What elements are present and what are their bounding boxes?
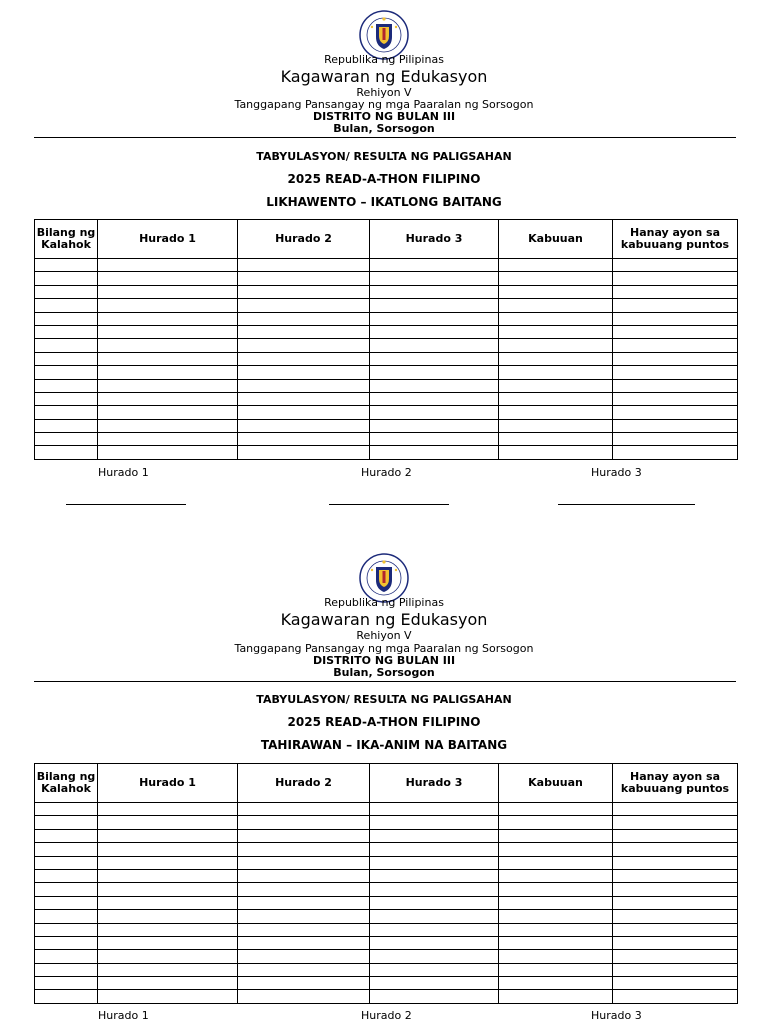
event-title: 2025 READ-A-THON FILIPINO <box>287 172 481 186</box>
table-cell <box>238 816 370 829</box>
table-cell <box>499 272 613 285</box>
table-cell <box>370 950 499 963</box>
table-cell <box>499 433 613 446</box>
table-cell <box>238 883 370 896</box>
table-cell <box>35 259 98 272</box>
table-row <box>35 325 738 338</box>
table-cell <box>370 312 499 325</box>
table-cell <box>370 285 499 298</box>
signatory-label: Hurado 2 <box>361 1009 412 1022</box>
table-cell <box>613 272 738 285</box>
table-row <box>35 910 738 923</box>
table-cell <box>98 366 238 379</box>
sheet-title: TABYULASYON/ RESULTA NG PALIGSAHAN <box>256 150 512 163</box>
table-row <box>35 446 738 459</box>
table-cell <box>238 259 370 272</box>
table-cell <box>35 446 98 459</box>
table-cell <box>98 963 238 976</box>
table-cell <box>499 379 613 392</box>
region-text: Rehiyon V <box>356 86 412 99</box>
table-cell <box>238 406 370 419</box>
table-cell <box>238 923 370 936</box>
table-cell <box>499 896 613 909</box>
table-cell <box>35 419 98 432</box>
table-cell <box>499 910 613 923</box>
column-header: Hanay ayon sa kabuuang puntos <box>613 220 738 259</box>
table-cell <box>499 936 613 949</box>
republic-text: Republika ng Pilipinas <box>324 53 444 66</box>
table-cell <box>98 419 238 432</box>
column-header: Hurado 2 <box>238 764 370 803</box>
table-body <box>35 259 738 460</box>
table-row <box>35 977 738 990</box>
column-header: Hurado 1 <box>98 764 238 803</box>
table-cell <box>370 419 499 432</box>
table-cell <box>98 856 238 869</box>
header-divider <box>34 681 736 682</box>
table-cell <box>499 923 613 936</box>
table-cell <box>35 923 98 936</box>
table-cell <box>370 936 499 949</box>
table-cell <box>613 325 738 338</box>
column-header: Hurado 2 <box>238 220 370 259</box>
table-cell <box>370 896 499 909</box>
table-cell <box>499 843 613 856</box>
table-cell <box>35 406 98 419</box>
table-cell <box>35 352 98 365</box>
table-cell <box>499 259 613 272</box>
table-cell <box>238 419 370 432</box>
table-cell <box>613 910 738 923</box>
table-cell <box>370 299 499 312</box>
table-cell <box>35 299 98 312</box>
table-cell <box>98 352 238 365</box>
table-cell <box>35 950 98 963</box>
table-body <box>35 803 738 1004</box>
table-row <box>35 285 738 298</box>
table-cell <box>613 843 738 856</box>
table-row <box>35 406 738 419</box>
table-cell <box>499 312 613 325</box>
table-row <box>35 816 738 829</box>
department-name: Kagawaran ng Edukasyon <box>280 67 488 86</box>
event-title: 2025 READ-A-THON FILIPINO <box>287 715 481 729</box>
table-cell <box>613 352 738 365</box>
table-cell <box>613 379 738 392</box>
table-cell <box>98 312 238 325</box>
table-cell <box>98 896 238 909</box>
column-header: Kabuuan <box>499 764 613 803</box>
table-cell <box>98 392 238 405</box>
table-cell <box>98 339 238 352</box>
table-cell <box>98 816 238 829</box>
table-cell <box>98 259 238 272</box>
table-cell <box>613 869 738 882</box>
table-cell <box>35 883 98 896</box>
table-cell <box>35 433 98 446</box>
table-cell <box>98 829 238 842</box>
table-cell <box>613 883 738 896</box>
table-row <box>35 259 738 272</box>
table-cell <box>238 366 370 379</box>
table-cell <box>238 936 370 949</box>
table-row <box>35 856 738 869</box>
table-cell <box>35 285 98 298</box>
table-cell <box>238 843 370 856</box>
region-text: Rehiyon V <box>356 629 412 642</box>
location-text: Bulan, Sorsogon <box>333 122 435 135</box>
table-cell <box>499 977 613 990</box>
table-cell <box>238 392 370 405</box>
table-cell <box>613 419 738 432</box>
table-cell <box>499 829 613 842</box>
signature-line <box>66 504 186 505</box>
category-title: TAHIRAWAN – IKA-ANIM NA BAITANG <box>260 738 508 752</box>
table-cell <box>499 883 613 896</box>
table-cell <box>35 816 98 829</box>
table-cell <box>499 339 613 352</box>
table-cell <box>98 990 238 1003</box>
table-cell <box>499 285 613 298</box>
table-row <box>35 896 738 909</box>
table-cell <box>613 829 738 842</box>
table-cell <box>370 883 499 896</box>
column-header: Hurado 1 <box>98 220 238 259</box>
signatory-label: Hurado 2 <box>361 466 412 479</box>
table-cell <box>35 977 98 990</box>
table-cell <box>238 272 370 285</box>
table-cell <box>238 977 370 990</box>
table-cell <box>238 950 370 963</box>
table-cell <box>370 446 499 459</box>
table-cell <box>370 339 499 352</box>
table-cell <box>370 392 499 405</box>
table-cell <box>613 392 738 405</box>
table-row <box>35 419 738 432</box>
table-cell <box>370 366 499 379</box>
table-cell <box>499 856 613 869</box>
table-cell <box>35 392 98 405</box>
results-table <box>34 763 738 1004</box>
table-row <box>35 950 738 963</box>
table-cell <box>238 312 370 325</box>
table-cell <box>98 883 238 896</box>
table-row <box>35 379 738 392</box>
table-cell <box>613 433 738 446</box>
table-row <box>35 869 738 882</box>
table-cell <box>238 910 370 923</box>
table-row <box>35 339 738 352</box>
category-title: LIKHAWENTO – IKATLONG BAITANG <box>266 195 502 209</box>
table-cell <box>370 869 499 882</box>
table-row <box>35 829 738 842</box>
table-cell <box>238 352 370 365</box>
table-row <box>35 366 738 379</box>
table-row <box>35 272 738 285</box>
table-cell <box>499 446 613 459</box>
table-cell <box>499 406 613 419</box>
table-cell <box>35 829 98 842</box>
table-cell <box>370 406 499 419</box>
table-cell <box>35 856 98 869</box>
table-cell <box>238 856 370 869</box>
table-cell <box>238 829 370 842</box>
table-cell <box>238 379 370 392</box>
table-row <box>35 299 738 312</box>
table-cell <box>613 446 738 459</box>
division-text: Tanggapang Pansangay ng mga Paaralan ng Sorsogon <box>234 642 534 655</box>
table-cell <box>499 869 613 882</box>
table-cell <box>613 856 738 869</box>
table-cell <box>370 963 499 976</box>
district-text: DISTRITO NG BULAN III <box>312 110 456 123</box>
table-cell <box>499 803 613 816</box>
table-cell <box>238 896 370 909</box>
table-cell <box>499 352 613 365</box>
table-cell <box>98 379 238 392</box>
table-cell <box>613 285 738 298</box>
table-cell <box>98 923 238 936</box>
signatory-label: Hurado 3 <box>591 1009 642 1022</box>
table-row <box>35 843 738 856</box>
table-cell <box>98 803 238 816</box>
table-header-row <box>35 220 738 259</box>
table-cell <box>98 446 238 459</box>
table-cell <box>499 990 613 1003</box>
table-cell <box>613 312 738 325</box>
table-cell <box>238 963 370 976</box>
table-cell <box>370 910 499 923</box>
signature-line <box>329 504 449 505</box>
table-cell <box>35 366 98 379</box>
table-cell <box>370 379 499 392</box>
table-cell <box>238 803 370 816</box>
table-cell <box>613 936 738 949</box>
table-cell <box>613 299 738 312</box>
signatory-label: Hurado 1 <box>98 466 149 479</box>
table-cell <box>98 910 238 923</box>
table-cell <box>370 816 499 829</box>
table-cell <box>98 936 238 949</box>
signatory-label: Hurado 3 <box>591 466 642 479</box>
table-cell <box>98 977 238 990</box>
sheet-title: TABYULASYON/ RESULTA NG PALIGSAHAN <box>256 693 512 706</box>
table-cell <box>613 339 738 352</box>
table-cell <box>238 433 370 446</box>
table-cell <box>499 366 613 379</box>
department-name: Kagawaran ng Edukasyon <box>280 610 488 629</box>
district-text: DISTRITO NG BULAN III <box>312 654 456 667</box>
table-cell <box>370 433 499 446</box>
table-cell <box>370 325 499 338</box>
table-cell <box>35 803 98 816</box>
table-cell <box>613 803 738 816</box>
table-row <box>35 936 738 949</box>
location-text: Bulan, Sorsogon <box>333 666 435 679</box>
table-cell <box>613 977 738 990</box>
table-cell <box>35 869 98 882</box>
table-cell <box>98 325 238 338</box>
table-cell <box>370 829 499 842</box>
republic-text: Republika ng Pilipinas <box>324 596 444 609</box>
table-cell <box>35 936 98 949</box>
table-cell <box>499 963 613 976</box>
table-cell <box>613 366 738 379</box>
table-cell <box>238 446 370 459</box>
division-text: Tanggapang Pansangay ng mga Paaralan ng Sorsogon <box>234 98 534 111</box>
header-divider <box>34 137 736 138</box>
table-cell <box>613 896 738 909</box>
table-row <box>35 990 738 1003</box>
table-header-row <box>35 764 738 803</box>
table-cell <box>98 843 238 856</box>
table-cell <box>238 990 370 1003</box>
table-cell <box>370 803 499 816</box>
table-row <box>35 433 738 446</box>
table-cell <box>98 433 238 446</box>
table-cell <box>98 272 238 285</box>
table-cell <box>370 843 499 856</box>
column-header: Hanay ayon sa kabuuang puntos <box>613 764 738 803</box>
table-cell <box>98 406 238 419</box>
table-cell <box>35 325 98 338</box>
table-cell <box>98 869 238 882</box>
table-cell <box>35 843 98 856</box>
table-cell <box>370 977 499 990</box>
table-cell <box>238 299 370 312</box>
table-cell <box>35 990 98 1003</box>
table-cell <box>98 299 238 312</box>
table-row <box>35 392 738 405</box>
table-cell <box>499 950 613 963</box>
table-row <box>35 923 738 936</box>
results-table <box>34 219 738 460</box>
table-cell <box>370 272 499 285</box>
table-cell <box>613 406 738 419</box>
table-row <box>35 883 738 896</box>
table-cell <box>370 352 499 365</box>
table-row <box>35 312 738 325</box>
table-cell <box>35 339 98 352</box>
column-header: Hurado 3 <box>370 220 499 259</box>
table-cell <box>499 299 613 312</box>
table-cell <box>238 339 370 352</box>
table-cell <box>238 285 370 298</box>
table-cell <box>370 990 499 1003</box>
column-header: Bilang ng Kalahok <box>35 220 98 259</box>
table-row <box>35 352 738 365</box>
table-cell <box>238 325 370 338</box>
table-cell <box>499 392 613 405</box>
signatory-label: Hurado 1 <box>98 1009 149 1022</box>
table-cell <box>613 816 738 829</box>
table-cell <box>98 285 238 298</box>
table-row <box>35 803 738 816</box>
table-cell <box>370 923 499 936</box>
table-cell <box>35 896 98 909</box>
table-cell <box>98 950 238 963</box>
table-cell <box>613 259 738 272</box>
column-header: Hurado 3 <box>370 764 499 803</box>
table-cell <box>613 950 738 963</box>
table-cell <box>499 419 613 432</box>
table-cell <box>35 963 98 976</box>
signature-line <box>558 504 695 505</box>
table-cell <box>35 272 98 285</box>
table-cell <box>499 816 613 829</box>
table-cell <box>35 312 98 325</box>
table-cell <box>613 923 738 936</box>
table-cell <box>499 325 613 338</box>
table-cell <box>370 856 499 869</box>
table-cell <box>613 990 738 1003</box>
table-cell <box>370 259 499 272</box>
table-row <box>35 963 738 976</box>
column-header: Kabuuan <box>499 220 613 259</box>
table-cell <box>35 910 98 923</box>
column-header: Bilang ng Kalahok <box>35 764 98 803</box>
table-cell <box>35 379 98 392</box>
table-cell <box>613 963 738 976</box>
table-cell <box>238 869 370 882</box>
